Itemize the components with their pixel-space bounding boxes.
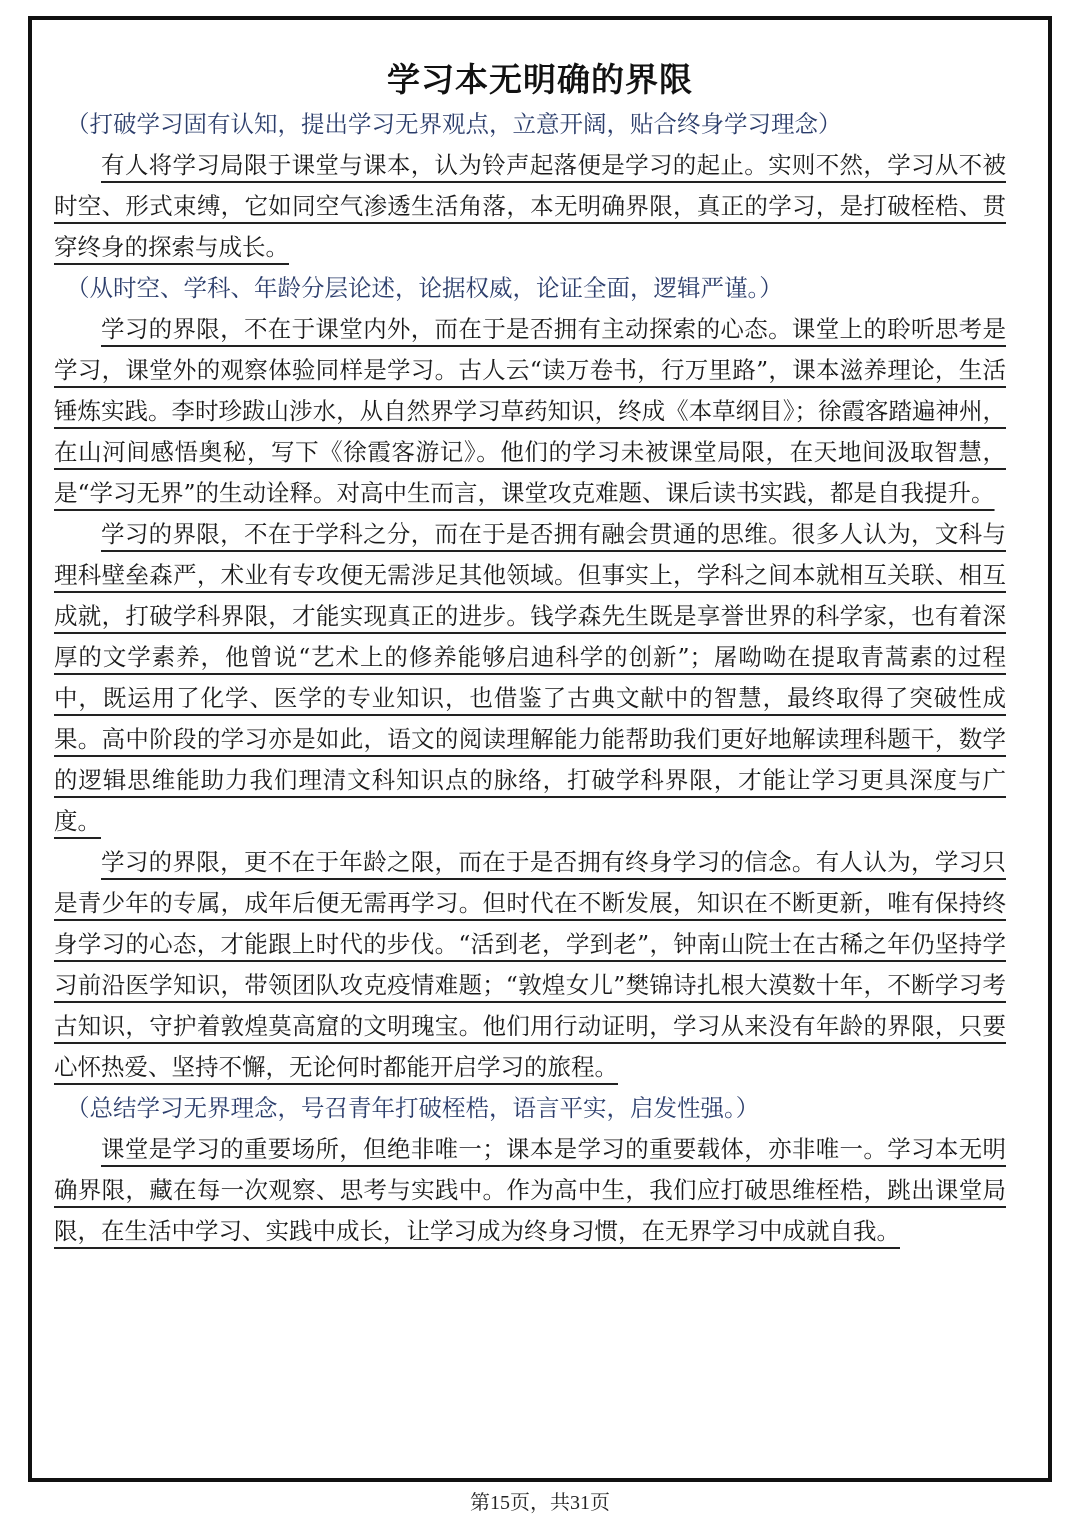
annotation-note-3: （总结学习无界理念，号召青年打破桎梏，语言平实，启发性强。） [66,1094,760,1122]
page-number: 第15页，共31页 [470,1492,610,1514]
annotation-note-1: （打破学习固有认知，提出学习无界观点，立意开阔，贴合终身学习理念） [66,110,842,138]
paragraph-4-text: 学习的界限，更不在于年龄之限，而在于是否拥有终身学习的信念。有人认为，学习只是青少年的专属，成年后便无需再学习。但时代在不断发展，知识在不断更新，唯有保持终身学习的心态，才能跟上时代的步伐。“活到老，学到老”，钟南山院士在古稀之年仍坚持学习前沿医学知识，带领团队攻克疫情难题；“敦煌女儿”樊锦诗扎根大漠数十年，不断学习考古知识，守护着敦煌莫高窟的文明瑰宝。他们用行动证明，学习从来没有年龄的界限，只要心怀热爱、坚持不懈，无论何时都能开启学习的旅程。 [54,848,1006,1081]
paragraph-4 [54,842,1006,1088]
paragraph-3 [54,514,1006,842]
paragraph-3-text: 学习的界限，不在于学科之分，而在于是否拥有融会贯通的思维。很多人认为，文科与理科壁垒森严，术业有专攻便无需涉足其他领域。但事实上，学科之间本就相互关联、相互成就，打破学科界限，才能实现真正的进步。钱学森先生既是享誉世界的科学家，也有着深厚的文学素养，他曾说“艺术上的修养能够启迪科学的创新”；屠呦呦在提取青蒿素的过程中，既运用了化学、医学的专业知识，也借鉴了古典文献中的智慧，最终取得了突破性成果。高中阶段的学习亦是如此，语文的阅读理解能力能帮助我们更好地解读理科题干，数学的逻辑思维能助力我们理清文科知识点的脉络，打破学科界限，才能让学习更具深度与广度。 [54,520,1006,835]
paragraph-1-text: 有人将学习局限于课堂与课本，认为铃声起落便是学习的起止。实则不然，学习从不被时空、形式束缚，它如同空气渗透生活角落，本无明确界限，真正的学习，是打破桎梏、贯穿终身的探索与成长。 [54,151,1006,261]
paragraph-2 [54,309,1006,514]
paragraph-1 [54,145,1006,268]
paragraph-5 [54,1129,1006,1252]
page-border [28,16,1052,1482]
paragraph-2-text: 学习的界限，不在于课堂内外，而在于是否拥有主动探索的心态。课堂上的聆听思考是学习，课堂外的观察体验同样是学习。古人云“读万卷书，行万里路”，课本滋养理论，生活锤炼实践。李时珍跋山涉水，从自然界学习草药知识，终成《本草纲目》；徐霞客踏遍神州，在山河间感悟奥秘，写下《徐霞客游记》。他们的学习未被课堂局限，在天地间汲取智慧，是“学习无界”的生动诠释。对高中生而言，课堂攻克难题、课后读书实践，都是自我提升。 [54,315,1006,507]
paragraph-5-text: 课堂是学习的重要场所，但绝非唯一；课本是学习的重要载体，亦非唯一。学习本无明确界限，藏在每一次观察、思考与实践中。作为高中生，我们应打破思维桎梏，跳出课堂局限，在生活中学习、实践中成长，让学习成为终身习惯，在无界学习中成就自我。 [54,1135,1006,1245]
annotation-note-2: （从时空、学科、年龄分层论述，论据权威，论证全面，逻辑严谨。） [66,274,783,302]
essay-title: 学习本无明确的界限 [387,60,693,99]
essay-body [32,104,1048,1252]
